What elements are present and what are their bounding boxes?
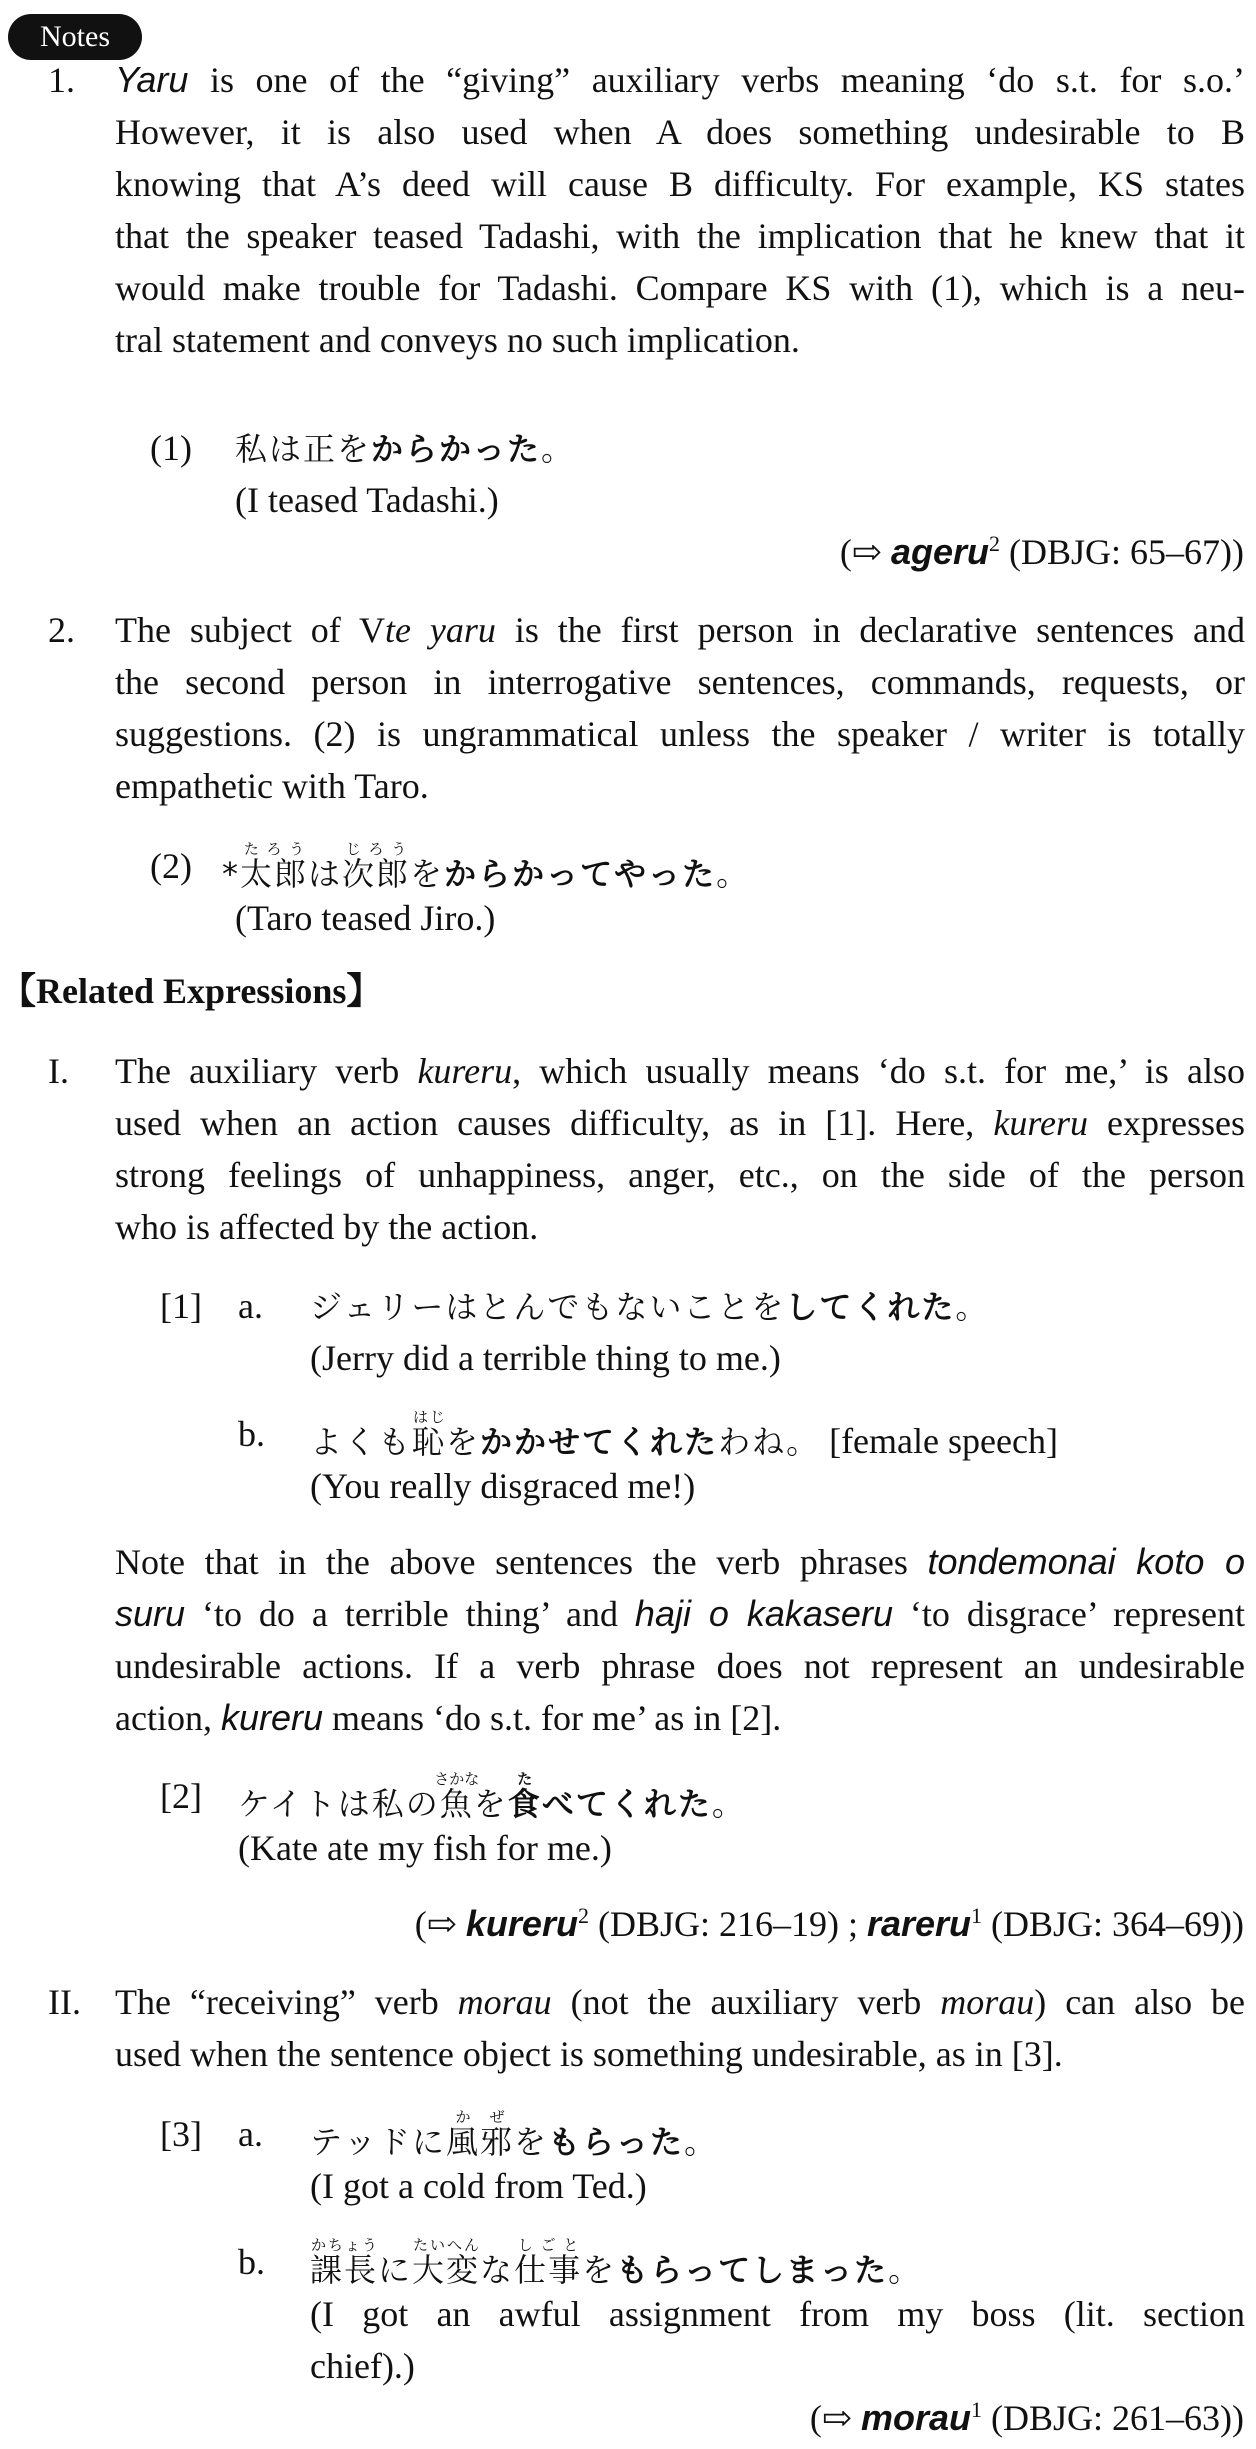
note-line: would make trouble for Tadashi. Compare KS with (1), which is a neu- <box>115 268 1245 308</box>
note-line: empathetic with Taro. <box>115 766 429 806</box>
example-r1b-translation: (You really disgraced me!) <box>310 1466 696 1506</box>
example-r1b-japanese: よくも恥はじをかかせてくれたわね。 [female speech] <box>310 1408 1058 1461</box>
paragraph-line: suru ‘to do a terrible thing’ and haji o kakaseru ‘to disgrace’ represent <box>115 1593 1245 1634</box>
example-1-translation: (I teased Tadashi.) <box>235 480 499 520</box>
cross-reference-ageru[interactable]: (⇨ ageru$^2$ (DBJG: 65–67)) <box>839 531 1244 572</box>
note-2-paragraph <box>115 604 1245 812</box>
example-2-label: (2) <box>150 846 192 886</box>
related-2-number: II. <box>48 1982 81 2022</box>
example-r1-label: [1] <box>160 1286 202 1326</box>
paragraph-line: The “receiving” verb morau (not the auxiliary verb morau) can also be <box>115 1982 1245 2022</box>
example-r3b-japanese: 課長かちょうに大変たいへんな仕事しごとをもらってしまった。 <box>310 2236 923 2289</box>
note-2-number: 2. <box>48 610 75 650</box>
note-line: However, it is also used when A does something undesirable to B <box>115 112 1245 152</box>
notes-badge: Notes <box>8 14 142 60</box>
paragraph-line: used when the sentence object is something undesirable, as in [3]. <box>115 2034 1063 2074</box>
related-expressions-heading: 【Related Expressions】 <box>0 971 383 1011</box>
example-r2-japanese: ケイトは私の魚さかなを食たべてくれた。 <box>238 1770 746 1823</box>
note-1-number: 1. <box>48 60 75 100</box>
paragraph-line: strong feelings of unhappiness, anger, etc., on the side of the person <box>115 1155 1245 1195</box>
related-2-paragraph <box>115 1976 1245 2080</box>
example-r2-label: [2] <box>160 1776 202 1816</box>
example-r1b-label: b. <box>238 1414 265 1454</box>
example-2-translation: (Taro teased Jiro.) <box>235 898 496 938</box>
paragraph-line: used when an action causes difficulty, as in [1]. Here, kureru expresses <box>115 1103 1245 1143</box>
example-r1a-translation: (Jerry did a terrible thing to me.) <box>310 1338 781 1378</box>
note-paragraph <box>115 1536 1245 1744</box>
example-r2-translation: (Kate ate my fish for me.) <box>238 1828 612 1868</box>
example-r1a-japanese: ジェリーはとんでもないことをしてくれた。 <box>310 1288 990 1326</box>
example-r3b-label: b. <box>238 2242 265 2282</box>
paragraph-line: Note that in the above sentences the verb phrases tondemonai koto o <box>115 1541 1246 1582</box>
note-line: Yaru is one of the “giving” auxiliary verbs meaning ‘do s.t. for s.o.’ <box>115 59 1245 100</box>
related-1-number: I. <box>48 1051 69 1091</box>
related-1-paragraph <box>115 1045 1245 1253</box>
example-r3b-translation <box>310 2288 1245 2392</box>
paragraph-line: action, kureru means ‘do s.t. for me’ as in [2]. <box>115 1697 782 1738</box>
example-r3a-label: a. <box>238 2114 263 2154</box>
note-line: The subject of Vte yaru is the first person in declarative sentences and <box>115 610 1246 650</box>
example-1-label: (1) <box>150 428 192 468</box>
example-r3a-translation: (I got a cold from Ted.) <box>310 2166 647 2206</box>
note-line: suggestions. (2) is ungrammatical unless the speaker / writer is totally <box>115 714 1245 754</box>
note-line: that the speaker teased Tadashi, with the implication that he knew that it <box>115 216 1245 256</box>
paragraph-line: who is affected by the action. <box>115 1207 539 1247</box>
cross-reference-kureru-rareru[interactable]: (⇨ kureru$^2$ (DBJG: 216–19) ; rareru$^1$ (DBJG: 364–69)) <box>414 1903 1244 1944</box>
example-r3a-japanese: テッドに風邪かぜをもらった。 <box>310 2108 719 2161</box>
translation-line: chief).) <box>310 2346 415 2386</box>
cross-reference-morau[interactable]: (⇨ morau$^1$ (DBJG: 261–63)) <box>809 2397 1244 2438</box>
paragraph-line: The auxiliary verb kureru, which usually means ‘do s.t. for me,’ is also <box>115 1051 1245 1091</box>
example-r1a-label: a. <box>238 1286 263 1326</box>
note-line: tral statement and conveys no such implication. <box>115 320 800 360</box>
example-2-japanese: *太郎たろうは次郎じろうをからかってやった。 <box>222 840 751 893</box>
note-line: the second person in interrogative sentences, commands, requests, or <box>115 662 1245 702</box>
example-1-japanese: 私は正をからかった。 <box>235 430 576 468</box>
translation-line: (I got an awful assignment from my boss (lit. section <box>310 2294 1245 2334</box>
note-line: knowing that A’s deed will cause B difficulty. For example, KS states <box>115 164 1245 204</box>
paragraph-line: undesirable actions. If a verb phrase does not represent an undesirable <box>115 1646 1245 1686</box>
note-1-paragraph <box>115 54 1245 366</box>
example-r3-label: [3] <box>160 2114 202 2154</box>
